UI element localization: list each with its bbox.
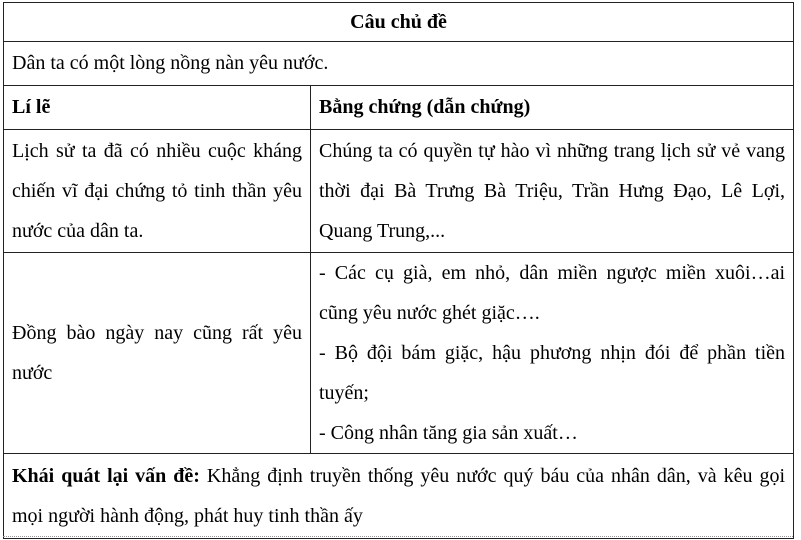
reason-cell: Lịch sử ta đã có nhiều cuộc kháng chiến vĩ đại chứng tỏ tinh thần yêu nước của dân ta. (4, 130, 311, 253)
argument-table (3, 2, 794, 539)
summary-text: Khẳng định truyền thống yêu nước quý báu của nhân dân, và kêu gọi mọi người hành động, phát huy tinh thần ấy (12, 465, 786, 527)
table-title: Câu chủ đề (4, 3, 794, 42)
header-evidence: Bằng chứng (dẫn chứng) (311, 86, 794, 130)
summary-label: Khái quát lại vấn đề: (12, 465, 200, 487)
evidence-line: - Các cụ già, em nhỏ, dân miền ngược miền xuôi…ai cũng yêu nước ghét giặc…. (319, 262, 786, 324)
reason-cell: Đồng bào ngày nay cũng rất yêu nước (4, 253, 311, 454)
summary-cell (4, 454, 794, 539)
table-row (4, 130, 794, 253)
header-reason: Lí lẽ (4, 86, 311, 130)
thesis-statement: Dân ta có một lòng nồng nàn yêu nước. (4, 42, 794, 86)
table-row (4, 253, 794, 454)
evidence-line: - Bộ đội bám giặc, hậu phương nhịn đói để phần tiền tuyến; (319, 342, 786, 404)
evidence-cell: Chúng ta có quyền tự hào vì những trang lịch sử vẻ vang thời đại Bà Trưng Bà Triệu, Trần Hưng Đạo, Lê Lợi, Quang Trung,... (311, 130, 794, 253)
evidence-cell (311, 253, 794, 454)
page-divider (3, 536, 793, 538)
evidence-line: - Công nhân tăng gia sản xuất… (319, 422, 578, 444)
